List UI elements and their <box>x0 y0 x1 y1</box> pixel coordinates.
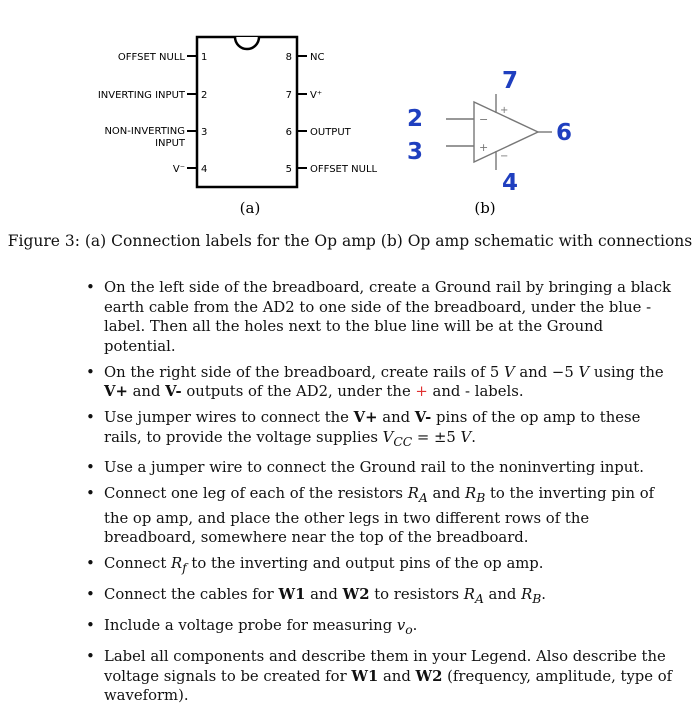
bullet-dot: • <box>86 647 95 666</box>
pin1-label: OFFSET NULL <box>117 52 185 63</box>
item-text: and <box>427 485 466 503</box>
pin-num-6: 6 <box>285 127 292 138</box>
bullet-dot: • <box>86 362 95 381</box>
item-text: = ±5 <box>412 428 461 446</box>
pin-num-2: 2 <box>201 90 208 101</box>
pin-num-7: 7 <box>285 90 292 101</box>
item-text: and −5 <box>514 363 579 381</box>
item-text: On the left side of the breadboard, create a Ground rail by bringing a black earth cable from the AD2 to one side of the breadboard, under the blue - label. Then all the holes next to the blue line will be at the Ground potential. <box>104 279 671 355</box>
item-text: and - labels. <box>427 383 524 400</box>
pin7-label: V⁺ <box>310 90 323 101</box>
noninverting-sign: + <box>479 141 489 154</box>
figure-svg <box>0 0 700 230</box>
item-text: and <box>483 586 522 604</box>
pin3-label-line1: NON-INVERTING <box>104 126 185 137</box>
bold-term: W1 <box>278 586 306 604</box>
figure-caption: Figure 3: (a) Connection labels for the Op amp (b) Op amp schematic with connections <box>7 232 693 250</box>
pin6-label: OUTPUT <box>310 127 351 138</box>
red-plus-label: + <box>415 383 428 400</box>
math-subscript: o <box>405 623 413 638</box>
item-text: pins of the op amp to these rails, to provide the voltage supplies <box>104 409 641 446</box>
schematic-pin-7: 7 <box>502 68 519 94</box>
list-item <box>82 408 678 452</box>
pin2-label: INVERTING INPUT <box>97 90 185 101</box>
item-text: to the inverting pin of the op amp, and place the other legs in two different rows of the breadboard, somewhere near the top of the breadboard. <box>104 485 655 547</box>
ic-notch <box>235 37 259 49</box>
math-var: R <box>407 485 419 503</box>
item-text: and <box>305 586 343 604</box>
pin-num-3: 3 <box>201 127 208 138</box>
math-var: R <box>521 586 533 604</box>
item-text: to resistors <box>369 586 464 604</box>
ic-package <box>98 37 378 187</box>
item-text: and <box>378 667 416 685</box>
bullet-dot: • <box>86 458 95 477</box>
schematic-pin-2: 2 <box>407 106 424 132</box>
math-subscript: B <box>532 592 542 607</box>
item-text: and <box>127 383 166 400</box>
math-var: V <box>460 428 472 446</box>
bullet-dot: • <box>86 278 95 296</box>
bold-term: W2 <box>342 586 370 604</box>
math-var: R <box>170 555 183 573</box>
list-item <box>82 484 678 547</box>
pin4-label: V⁻ <box>172 164 185 175</box>
pin8-label: NC <box>310 52 325 63</box>
math-subscript: f <box>182 561 187 576</box>
inverting-sign: − <box>479 113 489 126</box>
item-text: Connect <box>104 555 171 573</box>
figure-3 <box>0 0 700 230</box>
bullet-dot: • <box>86 408 95 426</box>
bullet-dot: • <box>86 585 95 604</box>
bold-term: V- <box>165 383 182 400</box>
item-text: Use a jumper wire to connect the Ground rail to the noninverting input. <box>104 459 644 477</box>
item-text: Connect the cables for <box>104 586 279 604</box>
schematic-pin-4: 4 <box>502 170 519 196</box>
math-var: V <box>382 428 394 446</box>
math-var: R <box>465 485 477 503</box>
pin-num-4: 4 <box>201 164 208 175</box>
math-var: R <box>463 586 475 604</box>
pin-num-1: 1 <box>201 52 208 63</box>
bold-term: W2 <box>415 667 443 685</box>
item-text: . <box>541 586 547 604</box>
item-text: Include a voltage probe for measuring <box>104 617 397 635</box>
math-var: V <box>578 363 590 381</box>
bullet-dot: • <box>86 616 95 635</box>
instruction-list <box>82 278 678 712</box>
bullet-dot: • <box>86 554 95 573</box>
item-text: (frequency, amplitude, type of waveform). <box>104 667 673 705</box>
math-subscript: CC <box>393 434 413 449</box>
item-text: Connect one leg of each of the resistors <box>104 485 408 503</box>
pin-num-8: 8 <box>285 52 292 63</box>
math-var: V <box>504 363 515 381</box>
list-item <box>82 647 678 706</box>
bullet-dot: • <box>86 484 95 503</box>
ic-body <box>197 37 297 187</box>
bold-term: V+ <box>353 409 378 426</box>
math-subscript: A <box>418 491 428 506</box>
pin5-label: OFFSET NULL <box>310 164 378 175</box>
list-item <box>82 616 678 640</box>
list-item <box>82 363 678 402</box>
list-item <box>82 554 678 578</box>
sub-caption-a: (a) <box>239 199 261 217</box>
item-text: to the inverting and output pins of the op amp. <box>186 555 544 573</box>
item-text: outputs of the AD2, under the <box>181 383 416 400</box>
list-item <box>82 458 678 478</box>
schematic-pin-3: 3 <box>407 139 424 165</box>
supply-plus-sign: + <box>500 105 509 116</box>
bold-term: W1 <box>351 667 379 685</box>
supply-minus-sign: − <box>500 151 509 162</box>
math-subscript: A <box>474 592 484 607</box>
item-text: and <box>377 409 415 426</box>
item-text: Use jumper wires to connect the <box>104 409 354 426</box>
schematic-pin-6: 6 <box>556 120 573 146</box>
item-text: using the <box>589 363 664 381</box>
item-text: Label all components and describe them in your Legend. Also describe the voltage signals to be created for <box>104 648 666 685</box>
item-text: . <box>412 617 418 635</box>
bold-term: V+ <box>104 383 128 400</box>
math-var: v <box>396 617 406 635</box>
sub-caption-b: (b) <box>474 199 496 217</box>
math-subscript: B <box>476 491 486 506</box>
opamp-schematic <box>407 68 572 196</box>
list-item <box>82 585 678 609</box>
list-item <box>82 278 678 356</box>
bold-term: V- <box>414 409 432 426</box>
pin3-label-line2: INPUT <box>155 138 185 149</box>
pin-num-5: 5 <box>285 164 292 175</box>
item-text: On the right side of the breadboard, create rails of 5 <box>104 363 505 381</box>
item-text: . <box>471 428 476 446</box>
